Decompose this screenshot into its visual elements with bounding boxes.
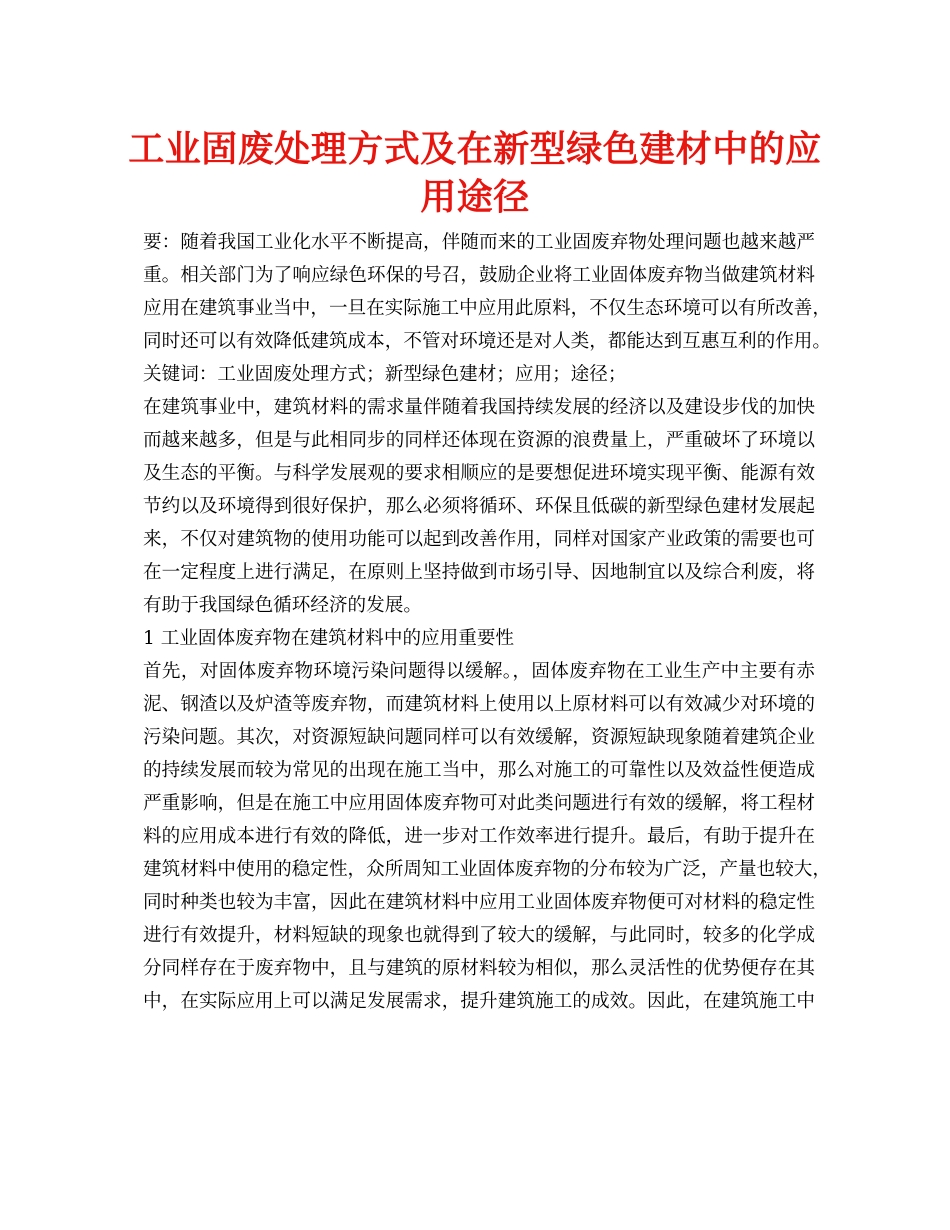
keywords-line: 关键词：工业固废处理方式；新型绿色建材；应用；途径； [143,364,627,385]
paragraph-line: 来，不仅对建筑物的使用功能可以起到改善作用，同样对国家产业政策的需要也可 [143,529,815,550]
paragraph-line: 料的应用成本进行有效的降低，进一步对工作效率进行提升。最后，有助于提升在 [143,826,815,847]
paragraph-line: 中，在实际应用上可以满足发展需求，提升建筑施工的成效。因此，在建筑施工中 [143,991,815,1012]
paragraph-line: 而越来越多，但是与此相同步的同样还体现在资源的浪费量上，严重破坏了环境以 [143,430,815,451]
paragraph-line: 进行有效提升，材料短缺的现象也就得到了较大的缓解，与此同时，较多的化学成 [143,925,815,946]
abstract-line: 同时还可以有效降低建筑成本，不管对环境还是对人类，都能达到互惠互利的作用。 [143,331,831,352]
title-line-2: 用途径 [420,177,530,218]
paragraph-line: 严重影响，但是在施工中应用固体废弃物可对此类问题进行有效的缓解，将工程材 [143,793,815,814]
paragraph-line: 首先，对固体废弃物环境污染问题得以缓解。，固体废弃物在工业生产中主要有赤 [143,661,815,682]
paragraph-line: 有助于我国绿色循环经济的发展。 [143,595,422,616]
paragraph-line: 的持续发展而较为常见的出现在施工当中，那么对施工的可靠性以及效益性便造成 [143,760,815,781]
paragraph-line: 污染问题。其次，对资源短缺问题同样可以有效缓解，资源短缺现象随着建筑企业 [143,727,815,748]
document-body [143,226,831,1018]
paragraph-line: 同时种类也较为丰富，因此在建筑材料中应用工业固体废弃物便可对材料的稳定性 [143,892,815,913]
paragraph-line: 节约以及环境得到很好保护，那么必须将循环、环保且低碳的新型绿色建材发展起 [143,496,815,517]
section-heading: 1 工业固体废弃物在建筑材料中的应用重要性 [143,628,515,649]
paragraph-line: 在建筑事业中，建筑材料的需求量伴随着我国持续发展的经济以及建设步伐的加快 [143,397,815,418]
document-title [120,126,830,222]
paragraph-line: 泥、钢渣以及炉渣等废弃物，而建筑材料上使用以上原材料可以有效减少对环境的 [143,694,815,715]
title-line-1: 工业固废处理方式及在新型绿色建材中的应 [128,129,822,170]
paragraph-line: 分同样存在于废弃物中，且与建筑的原材料较为相似，那么灵活性的优势便存在其 [143,958,815,979]
abstract-line: 要：随着我国工业化水平不断提高，伴随而来的工业固废弃物处理问题也越来越严 [143,232,815,253]
paragraph-line: 及生态的平衡。与科学发展观的要求相顺应的是要想促进环境实现平衡、能源有效 [143,463,815,484]
abstract-line: 应用在建筑事业当中，一旦在实际施工中应用此原料，不仅生态环境可以有所改善， [143,298,831,319]
paragraph-line: 建筑材料中使用的稳定性，众所周知工业固体废弃物的分布较为广泛，产量也较大， [143,859,831,880]
paragraph-line: 在一定程度上进行满足，在原则上坚持做到市场引导、因地制宜以及综合利废，将 [143,562,815,583]
abstract-line: 重。相关部门为了响应绿色环保的号召，鼓励企业将工业固体废弃物当做建筑材料 [143,265,815,286]
